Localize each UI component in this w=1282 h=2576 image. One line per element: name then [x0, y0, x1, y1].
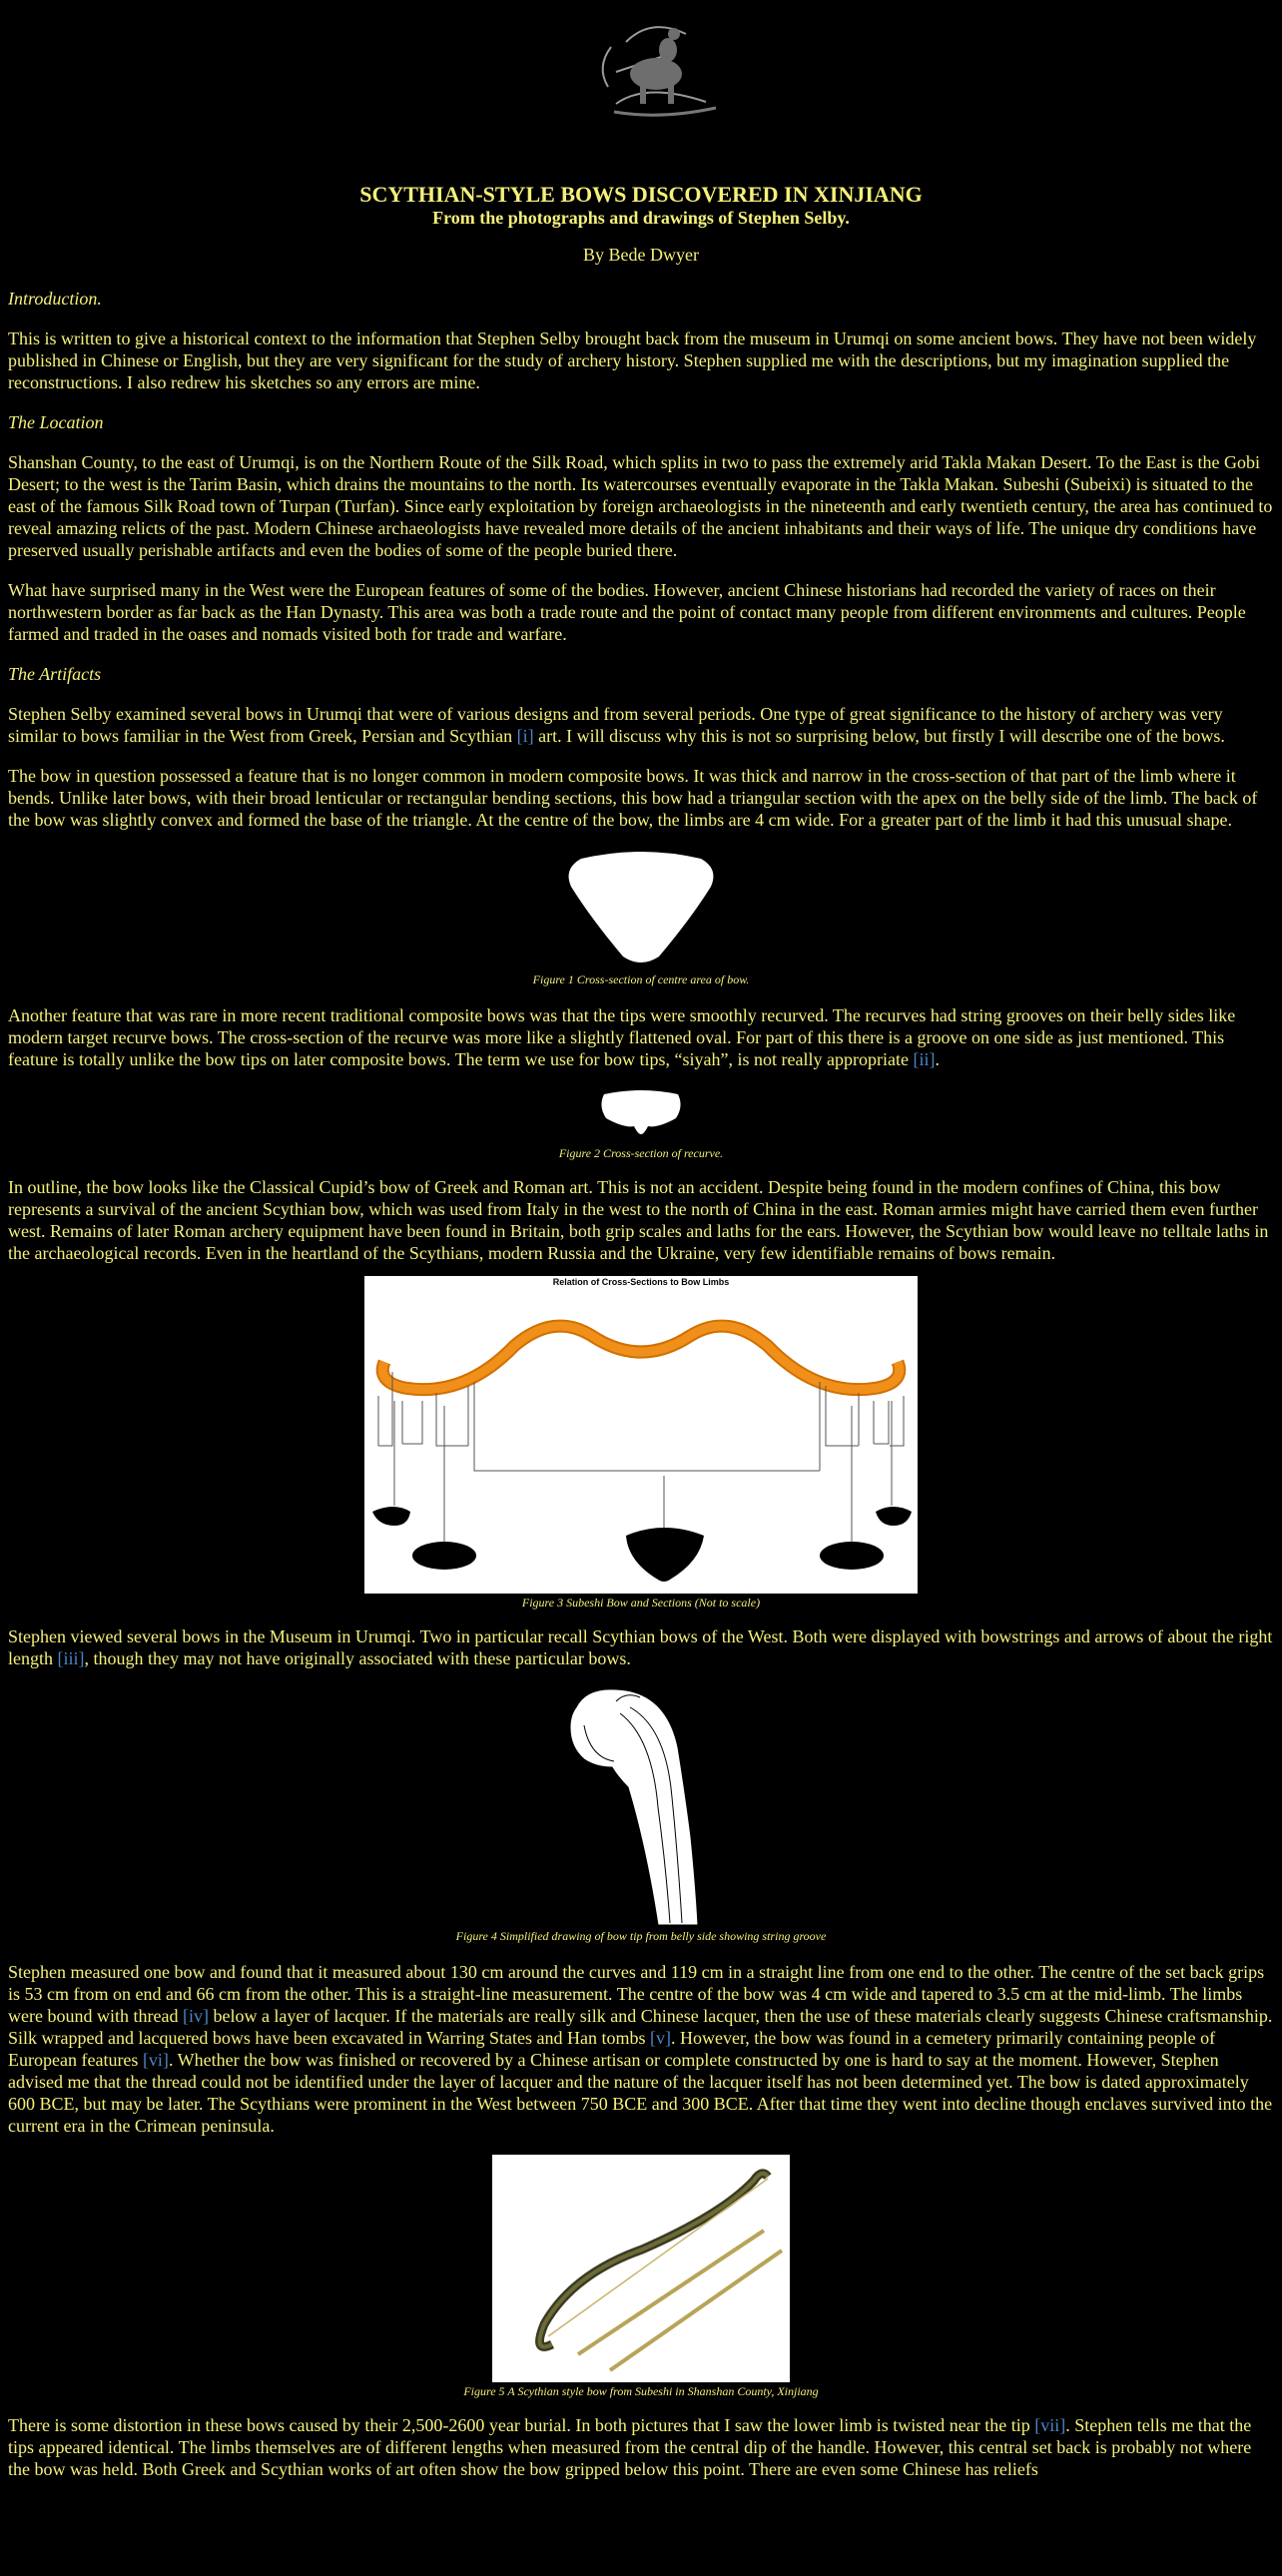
text-run: Another feature that was rare in more recent traditional composite bows was that the tips were smoothly recurved. The recurves had string grooves on their belly sides like modern target recurve bows. The cross-section of the recurve was more like a slightly flattened oval. For part of this there is a groove on one side as just mentioned. This feature is totally unlike the bow tips on later composite bows. The term we use for bow tips, “siyah”, is not really appropriate — [8, 1005, 1236, 1069]
footnote-link-iii[interactable]: [iii] — [57, 1648, 85, 1668]
paragraph-intro: This is written to give a historical context to the information that Stephen Selby brought back from the museum in Urumqi on some ancient bows. They have not been widely published in Chinese or English, but they are very significant for the study of archery history. Stephen supplied me with the descriptions, but my imagination supplied the reconstructions. I also redrew his sketches so any errors are mine. — [8, 328, 1257, 392]
text-run: Stephen Selby examined several bows in Urumqi that were of various designs and from several periods. One type of great significance to the history of archery was very similar to bows familiar in the West from Greek, Persian and Scythian — [8, 704, 1223, 746]
paragraph-artifacts-1 — [8, 703, 1274, 747]
text-run: Stephen viewed several bows in the Museum in Urumqi. Two in particular recall Scythian bows of the West. Both were displayed with bowstrings and arrows of about the right length — [8, 1626, 1273, 1668]
text-run: . Stephen tells me that the tips appeared identical. The limbs themselves are of different lengths when measured from the central dip of the handle. However, this central set back is probably not where the bow was held. Both Greek and Scythian works of art often show the bow gripped below this point. There are even some Chinese has reliefs — [8, 2415, 1252, 2479]
footnote-link-iv[interactable]: [iv] — [182, 2006, 209, 2026]
horse-archer-logo-icon — [556, 12, 726, 124]
figure-3-bow-sections-diagram — [364, 1276, 918, 1594]
paragraph-viewed — [8, 1625, 1274, 1669]
figure-2-cross-section-recurve — [596, 1088, 686, 1138]
footnote-link-i[interactable]: [i] — [516, 726, 534, 746]
footnote-link-vii[interactable]: [vii] — [1034, 2415, 1066, 2435]
figure-4-bow-tip-drawing — [556, 1687, 726, 1927]
paragraph-location-1: Shanshan County, to the east of Urumqi, is on the Northern Route of the Silk Road, which splits in two to pass the extremely arid Takla Makan Desert. To the East is the Gobi Desert; to the west is the Tarim Basin, which drains the mountains to the north. Its watercourses eventually evaporate in the Takla Makan. Subeshi (Subeixi) is situated to the east of the famous Silk Road town of Turpan (Turfan). Since early exploitation by foreign archaeologists in the nineteenth and early twentieth century, the area has continued to reveal amazing relicts of the past. Modern Chinese archaeologists have revealed more details of the ancient inhabitants and their ways of life. The unique dry conditions have preserved usually perishable artifacts and even the bodies of some of the people buried there. — [8, 452, 1273, 560]
paragraph-recurve — [8, 1004, 1274, 1070]
section-heading-artifacts: The Artifacts — [8, 664, 102, 684]
text-run: . Whether the bow was finished or recovered by a Chinese artisan or complete constructed by one is hard to say at the moment. However, Stephen advised me that the thread could not be identified under the layer of lacquer and the nature of the lacquer itself has not been determined yet. The bow is dated approximately 600 BCE, but may be later. The Scythians were prominent in the West between 750 BCE and 300 BCE. After that time they went into decline though enclaves survived into the current era in the Crimean peninsula. — [8, 2050, 1273, 2136]
figure-1-cross-section-center — [561, 849, 721, 968]
text-run: art. I will discuss why this is not so surprising below, but firstly I will describe one of the bows. — [533, 726, 1225, 746]
byline: By Bede Dwyer — [583, 245, 699, 265]
figure-4-caption: Figure 4 Simplified drawing of bow tip from belly side showing string groove — [455, 1929, 827, 1943]
text-run: There is some distortion in these bows caused by their 2,500-2600 year burial. In both pictures that I saw the lower limb is twisted near the tip — [8, 2415, 1035, 2435]
text-run: Stephen measured one bow and found that it measured about 130 cm around the curves and 119 cm in a straight line from one end to the other. The centre of the set back grips is 53 cm from on end and 66 cm from the other. This is a straight-line measurement. The centre of the bow was 4 cm wide and tapered to 3.5 cm at the mid-limb. The limbs were bound with thread — [8, 1962, 1265, 2026]
paragraph-measurements — [8, 1961, 1274, 2137]
paragraph-distortion — [8, 2414, 1274, 2480]
page-title: SCYTHIAN-STYLE BOWS DISCOVERED IN XINJIANG — [359, 182, 923, 207]
section-heading-introduction: Introduction. — [8, 289, 102, 309]
paragraph-artifacts-2: The bow in question possessed a feature that is no longer common in modern composite bows. It was thick and narrow in the cross-section of that part of the limb where it bends. Unlike later bows, with their broad lenticular or rectangular bending sections, this bow had a triangular section with the apex on the belly side of the limb. The back of the bow was slightly convex and formed the base of the triangle. At the centre of the bow, the limbs are 4 cm wide. For a greater part of the limb it had this unusual shape. — [8, 766, 1258, 830]
figure-5-bow-photo — [492, 2155, 790, 2382]
figure-1-caption: Figure 1 Cross-section of centre area of bow. — [532, 972, 750, 986]
section-heading-location: The Location — [8, 412, 104, 432]
page-subtitle: From the photographs and drawings of Stephen Selby. — [432, 208, 850, 228]
paragraph-outline: In outline, the bow looks like the Classical Cupid’s bow of Greek and Roman art. This is not an accident. Despite being found in the modern confines of China, this bow represents a survival of the ancient Scythian bow, which was used from Italy in the west to the north of China in the east. Roman armies might have carried them even further west. Remains of later Roman archery equipment have been found in Britain, both grip scales and laths for the ears. However, the Scythian bow would leave no telltale laths in the archaeological records. Even in the heartland of the Scythians, modern Russia and the Ukraine, very few identifiable remains of bows remain. — [8, 1177, 1269, 1263]
text-run: . — [935, 1049, 940, 1069]
text-run: , though they may not have originally associated with these particular bows. — [84, 1648, 631, 1668]
figure-3-title: Relation of Cross-Sections to Bow Limbs — [552, 1277, 730, 1287]
paragraph-location-2: What have surprised many in the West were the European features of some of the bodies. However, ancient Chinese historians had recorded the variety of races on their northwestern border as far back as the Han Dynasty. This area was both a trade route and the point of contact many people from different environments and cultures. People farmed and traded in the oases and nomads visited both for trade and warfare. — [8, 580, 1246, 644]
text-run: . However, the bow was found in a cemetery primarily containing people of European features — [8, 2028, 1216, 2070]
text-run: below a layer of lacquer. If the materials are really silk and Chinese lacquer, then the use of these materials clearly suggests Chinese craftsmanship. Silk wrapped and lacquered bows have been excavated in Warring States and Han tombs — [8, 2006, 1273, 2048]
figure-5-caption: Figure 5 A Scythian style bow from Subeshi in Shanshan County, Xinjiang — [463, 2384, 819, 2398]
footnote-link-ii[interactable]: [ii] — [913, 1049, 936, 1069]
footnote-link-vi[interactable]: [vi] — [142, 2050, 169, 2070]
footnote-link-v[interactable]: [v] — [650, 2028, 672, 2048]
figure-3-caption: Figure 3 Subeshi Bow and Sections (Not to scale) — [521, 1596, 761, 1610]
figure-2-caption: Figure 2 Cross-section of recurve. — [558, 1146, 724, 1160]
